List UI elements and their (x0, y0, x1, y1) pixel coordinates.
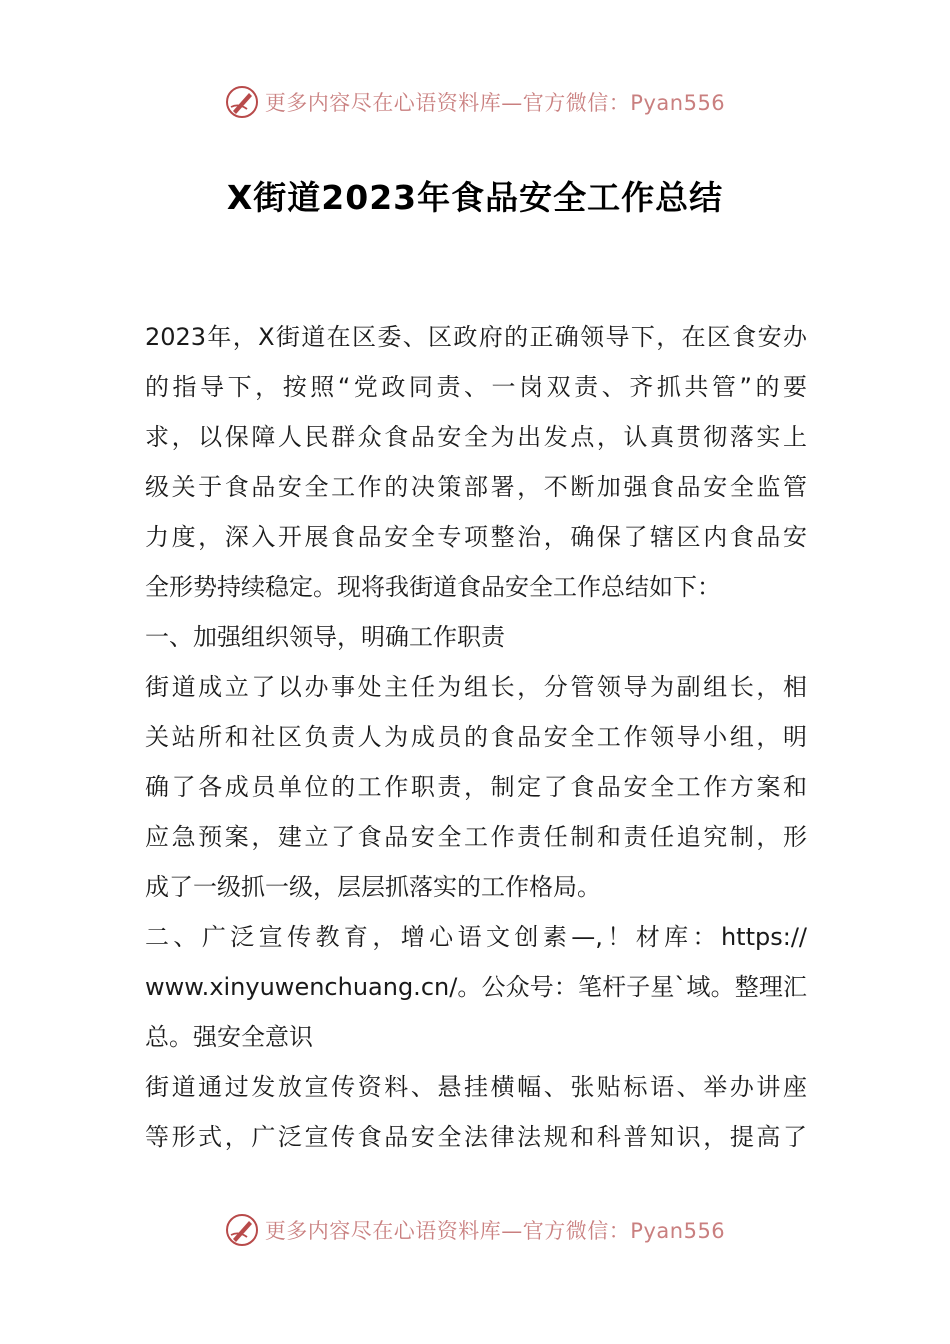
pen-logo-icon (225, 1213, 259, 1247)
text-line: 关站所和社区负责人为成员的食品安全工作领导小组，明 (145, 723, 807, 751)
text-line: 街道通过发放宣传资料、悬挂横幅、张贴标语、举办讲座 (145, 1073, 807, 1101)
text-line: 成了一级抓一级，层层抓落实的工作格局。 (145, 873, 601, 901)
text-line: 2023年，X街道在区委、区政府的正确领导下，在区食安办 (145, 323, 807, 351)
banner-text: 更多内容尽在心语资料库—官方微信：Pyan556 (264, 91, 726, 115)
document-body (145, 312, 807, 1162)
text-line: www.xinyuwenchuang.cn/。公众号：笔杆子星`域。整理汇 (145, 973, 807, 1001)
banner-text: 更多内容尽在心语资料库—官方微信：Pyan556 (264, 1219, 726, 1243)
footer-banner (0, 1208, 950, 1252)
text-line: 等形式，广泛宣传食品安全法律法规和科普知识，提高了 (145, 1123, 807, 1151)
text-line: 街道成立了以办事处主任为组长，分管领导为副组长，相 (145, 673, 807, 701)
text-line: 确了各成员单位的工作职责，制定了食品安全工作方案和 (145, 773, 807, 801)
text-line: 的指导下，按照“党政同责、一岗双责、齐抓共管”的要 (145, 373, 807, 401)
text-line: 全形势持续稳定。现将我街道食品安全工作总结如下： (145, 573, 721, 601)
text-line: 级关于食品安全工作的决策部署，不断加强食品安全监管 (145, 473, 807, 501)
text-line: 求，以保障人民群众食品安全为出发点，认真贯彻落实上 (145, 423, 807, 451)
section-heading: 二、广泛宣传教育，增心语文创素—,！材库：https:// (145, 923, 807, 951)
document-title: X街道2023年食品安全工作总结 (226, 178, 724, 217)
text-line: 总。强安全意识 (145, 1023, 313, 1051)
text-line: 应急预案，建立了食品安全工作责任制和责任追究制，形 (145, 823, 807, 851)
header-banner (0, 80, 950, 124)
pen-logo-icon (225, 85, 259, 119)
text-line: 力度，深入开展食品安全专项整治，确保了辖区内食品安 (145, 523, 807, 551)
section-heading: 一、加强组织领导，明确工作职责 (145, 623, 505, 651)
